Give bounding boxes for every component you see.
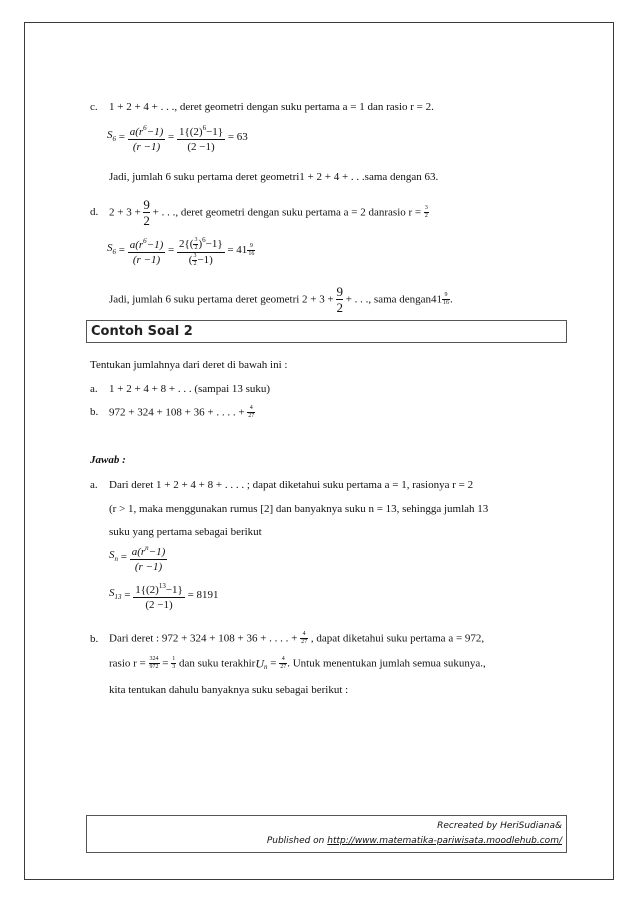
jawab-a-line2: (r > 1, maka menggunakan rumus [2] dan banyaknya suku n = 13, sehingga jumlah 13: [109, 503, 489, 515]
problem-a-text: 1 + 2 + 4 + 8 + . . . (sampai 13 suku): [109, 383, 271, 395]
jawab-b-marker: b.: [90, 633, 99, 645]
footer-link[interactable]: http://www.matematika-pariwisata.moodlehub.com/: [327, 836, 562, 846]
section-heading: Contoh Soal 2: [91, 324, 193, 339]
section-heading-box: [86, 320, 567, 343]
jawab-b-line2: rasio r = $\frac{324}{972}$ = $\frac{1}{3}$ dan suku terakhirU$_n$ = $\frac{4}{27}$ . Untuk menentukan jumlah semua sukunya.,: [109, 655, 486, 671]
part-c-formula: $S_6$ = $\frac{a(r^6-1)}{(r -1)}$ = $\frac{1\{(2)^6-1\}}{(2 -1)}$ = 63: [107, 121, 248, 161]
part-c-statement: 1 + 2 + 4 + . . ., deret geometri dengan suku pertama a = 1 dan rasio r = 2.: [109, 101, 434, 113]
jawab-a-marker: a.: [90, 479, 98, 491]
s13-formula: $S_{13}$ = $\frac{1\{(2)^{13}-1\}}{(2 -1)}$ = 8191: [109, 579, 219, 617]
problem-b-marker: b.: [90, 406, 99, 418]
s13-fraction: $\frac{1\{(2)^{13}-1\}}{(2 -1)}$: [133, 579, 185, 612]
part-c-marker: c.: [90, 101, 98, 113]
problem-intro: Tentukan jumlahnya dari deret di bawah ini :: [90, 359, 288, 371]
part-d-formula: $S_6$ = $\frac{a(r^6-1)}{(r -1)}$ = 2{( $\frac{3}{2}$ )$^6$−1} ( $\frac{3}{2}$ −1) = 41 $\frac{9}{16}$: [107, 233, 255, 273]
jawab-label: Jawab :: [90, 454, 126, 466]
jawab-b-line3: kita tentukan dahulu banyaknya suku sebagai berikut :: [109, 684, 349, 696]
part-c-conclusion: Jadi, jumlah 6 suku pertama deret geometri1 + 2 + 4 + . . .sama dengan 63.: [109, 171, 439, 183]
problem-b-text: 972 + 324 + 108 + 36 + . . . . + $\frac{4}{27}$: [109, 404, 255, 419]
footer-published: Published on http://www.matematika-pariwisata.moodlehub.com/: [266, 836, 562, 846]
part-d-fraction-2: 2{( $\frac{3}{2}$ )$^6$−1} ( $\frac{3}{2}$ −1): [177, 233, 225, 268]
problem-a-marker: a.: [90, 383, 98, 395]
jawab-a-line1: Dari deret 1 + 2 + 4 + 8 + . . . . ; dapat diketahui suku pertama a = 1, rasionya r = 2: [109, 479, 474, 491]
sn-fraction: $\frac{a(r^n-1)}{(r -1)}$: [130, 541, 168, 574]
part-d-statement: 2 + 3 + $\frac{9}{2}$ + . . ., deret geometri dengan suku pertama a = 2 danrasio r = $\frac{3}{2}$: [109, 196, 428, 228]
sn-formula: $S_n$ = $\frac{a(r^n-1)}{(r -1)}$: [109, 541, 167, 579]
footer-box: [86, 815, 567, 853]
part-d-nine-halves: $\frac{9}{2}$: [143, 196, 150, 228]
footer-credit: Recreated by HeriSudiana&: [437, 821, 562, 831]
part-c-fraction-2: $\frac{1\{(2)^6-1\}}{(2 -1)}$: [177, 121, 225, 154]
part-d-result-fraction: $\frac{9}{16}$: [248, 242, 255, 257]
part-d-conclusion: Jadi, jumlah 6 suku pertama deret geometri 2 + 3 + $\frac{9}{2}$ + . . ., sama dengan41 $\frac{9}{16}$ .: [109, 283, 453, 315]
part-d-ratio: $\frac{3}{2}$: [424, 204, 428, 219]
part-d-conclusion-fraction: $\frac{9}{2}$: [336, 283, 343, 315]
jawab-b-line1: Dari deret : 972 + 324 + 108 + 36 + . . . . + $\frac{4}{27}$ , dapat diketahui suku pertama a = 972,: [109, 630, 485, 645]
part-d-fraction-1: $\frac{a(r^6-1)}{(r -1)}$: [128, 234, 166, 267]
part-d-marker: d.: [90, 206, 99, 218]
jawab-a-line3: suku yang pertama sebagai berikut: [109, 526, 262, 538]
part-c-fraction-1: $\frac{a(r^6-1)}{(r -1)}$: [128, 121, 166, 154]
problem-b-fraction: $\frac{4}{27}$: [248, 404, 255, 419]
